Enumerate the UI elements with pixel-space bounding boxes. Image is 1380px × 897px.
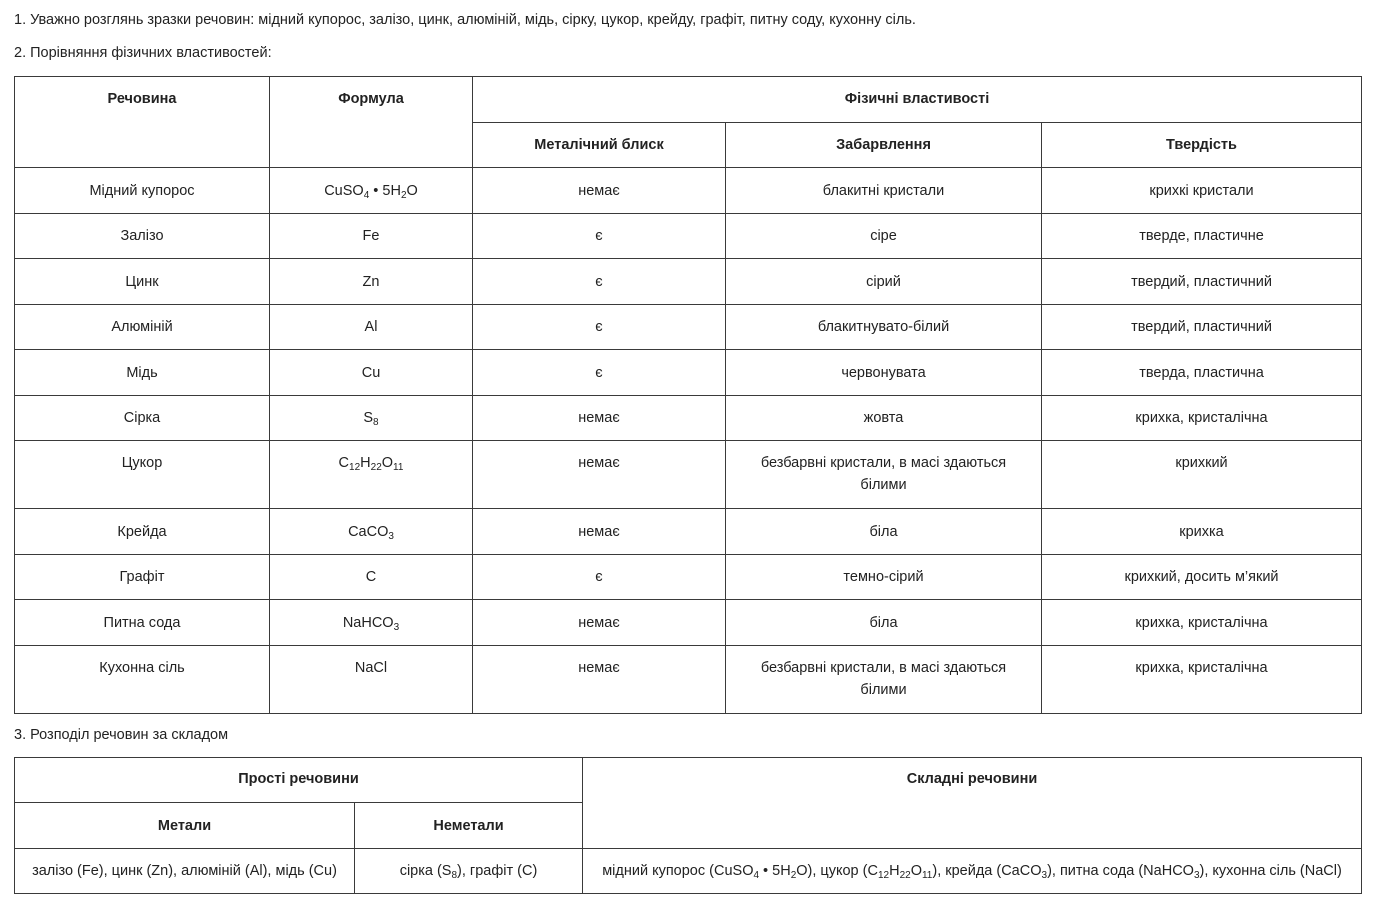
substance-name-cell: Цукор [15, 441, 270, 509]
hardness-cell: тверде, пластичне [1042, 214, 1362, 259]
color-cell: безбарвні кристали, в масі здаються білими [726, 441, 1042, 509]
complex-cell: мідний купорос (CuSO$_4$ • $5H_2O$), цукор $(C_{12}H_{22}O_{11})$, крейда (CaCO$_3$), питна сода (NaHCO$_3$), кухонна сіль (NaCl) [583, 849, 1362, 894]
header-substance: Речовина [15, 77, 270, 168]
luster-cell: є [473, 259, 726, 305]
formula-cell: CuSO$_4$ • $5H_2O$ [270, 168, 473, 214]
properties-table [14, 76, 1362, 714]
hardness-cell: тверда, пластична [1042, 350, 1362, 396]
color-cell: блакитнувато-білий [726, 305, 1042, 350]
luster-cell: є [473, 350, 726, 396]
header-luster: Металічний блиск [473, 123, 726, 168]
formula-cell: Al [270, 305, 473, 350]
header-complex-substances: Складні речовини [583, 758, 1362, 849]
header-physical-properties: Фізичні властивості [473, 77, 1362, 123]
substance-name-cell: Крейда [15, 509, 270, 555]
hardness-cell: крихкий [1042, 441, 1362, 509]
hardness-cell: крихка [1042, 509, 1362, 555]
formula-cell: Fe [270, 214, 473, 259]
substance-name-cell: Кухонна сіль [15, 646, 270, 714]
substance-name-cell: Графіт [15, 555, 270, 600]
hardness-cell: крихка, кристалічна [1042, 646, 1362, 714]
substance-name-cell: Мідь [15, 350, 270, 396]
luster-cell: є [473, 214, 726, 259]
hardness-cell: крихка, кристалічна [1042, 600, 1362, 646]
color-cell: червонувата [726, 350, 1042, 396]
luster-cell: немає [473, 168, 726, 214]
composition-table [14, 757, 1362, 894]
formula-cell: $S_8$ [270, 396, 473, 441]
table-row [15, 509, 1362, 555]
color-cell: біла [726, 600, 1042, 646]
luster-cell: є [473, 555, 726, 600]
color-cell: біла [726, 509, 1042, 555]
color-cell: жовта [726, 396, 1042, 441]
task-2-text: 2. Порівняння фізичних властивостей: [14, 45, 272, 61]
formula-cell: C [270, 555, 473, 600]
header-metals: Метали [15, 803, 355, 849]
hardness-cell: крихка, кристалічна [1042, 396, 1362, 441]
color-cell: сіре [726, 214, 1042, 259]
hardness-cell: твердий, пластичний [1042, 259, 1362, 305]
header-hardness: Твердість [1042, 123, 1362, 168]
header-simple-substances: Прості речовини [15, 758, 583, 803]
header-formula: Формула [270, 77, 473, 168]
hardness-cell: твердий, пластичний [1042, 305, 1362, 350]
table-row [15, 396, 1362, 441]
header-nonmetals: Неметали [355, 803, 583, 849]
color-cell: безбарвні кристали, в масі здаються білими [726, 646, 1042, 714]
substance-name-cell: Мідний купорос [15, 168, 270, 214]
luster-cell: є [473, 305, 726, 350]
table-row [15, 305, 1362, 350]
formula-cell: $C_{12}H_{22}O_{11}$ [270, 441, 473, 509]
color-cell: темно-сірий [726, 555, 1042, 600]
substance-name-cell: Цинк [15, 259, 270, 305]
luster-cell: немає [473, 600, 726, 646]
task-1-text: 1. Уважно розглянь зразки речовин: мідний купорос, залізо, цинк, алюміній, мідь, сірку, цукор, крейду, графіт, питну соду, кухонну сіль. [14, 12, 916, 28]
hardness-cell: крихкий, досить м’який [1042, 555, 1362, 600]
metals-cell: залізо (Fe), цинк (Zn), алюміній (Al), мідь (Cu) [15, 849, 355, 894]
nonmetals-cell: сірка $(S_8)$, графіт (C) [355, 849, 583, 894]
table-row [15, 555, 1362, 600]
task-3-text: 3. Розподіл речовин за складом [14, 727, 229, 743]
formula-cell: NaHCO$_3$ [270, 600, 473, 646]
substance-name-cell: Алюміній [15, 305, 270, 350]
header-color: Забарвлення [726, 123, 1042, 168]
table-row [15, 259, 1362, 305]
table-row [15, 600, 1362, 646]
substance-name-cell: Залізо [15, 214, 270, 259]
substance-name-cell: Питна сода [15, 600, 270, 646]
color-cell: сірий [726, 259, 1042, 305]
luster-cell: немає [473, 646, 726, 714]
luster-cell: немає [473, 441, 726, 509]
table-row [15, 646, 1362, 714]
table-row [15, 350, 1362, 396]
properties-table-body [15, 168, 1362, 714]
table-row [15, 168, 1362, 214]
luster-cell: немає [473, 509, 726, 555]
formula-cell: CaCO$_3$ [270, 509, 473, 555]
luster-cell: немає [473, 396, 726, 441]
formula-cell: NaCl [270, 646, 473, 714]
hardness-cell: крихкі кристали [1042, 168, 1362, 214]
table-row [15, 441, 1362, 509]
table-row [15, 214, 1362, 259]
color-cell: блакитні кристали [726, 168, 1042, 214]
substance-name-cell: Сірка [15, 396, 270, 441]
formula-cell: Cu [270, 350, 473, 396]
formula-cell: Zn [270, 259, 473, 305]
